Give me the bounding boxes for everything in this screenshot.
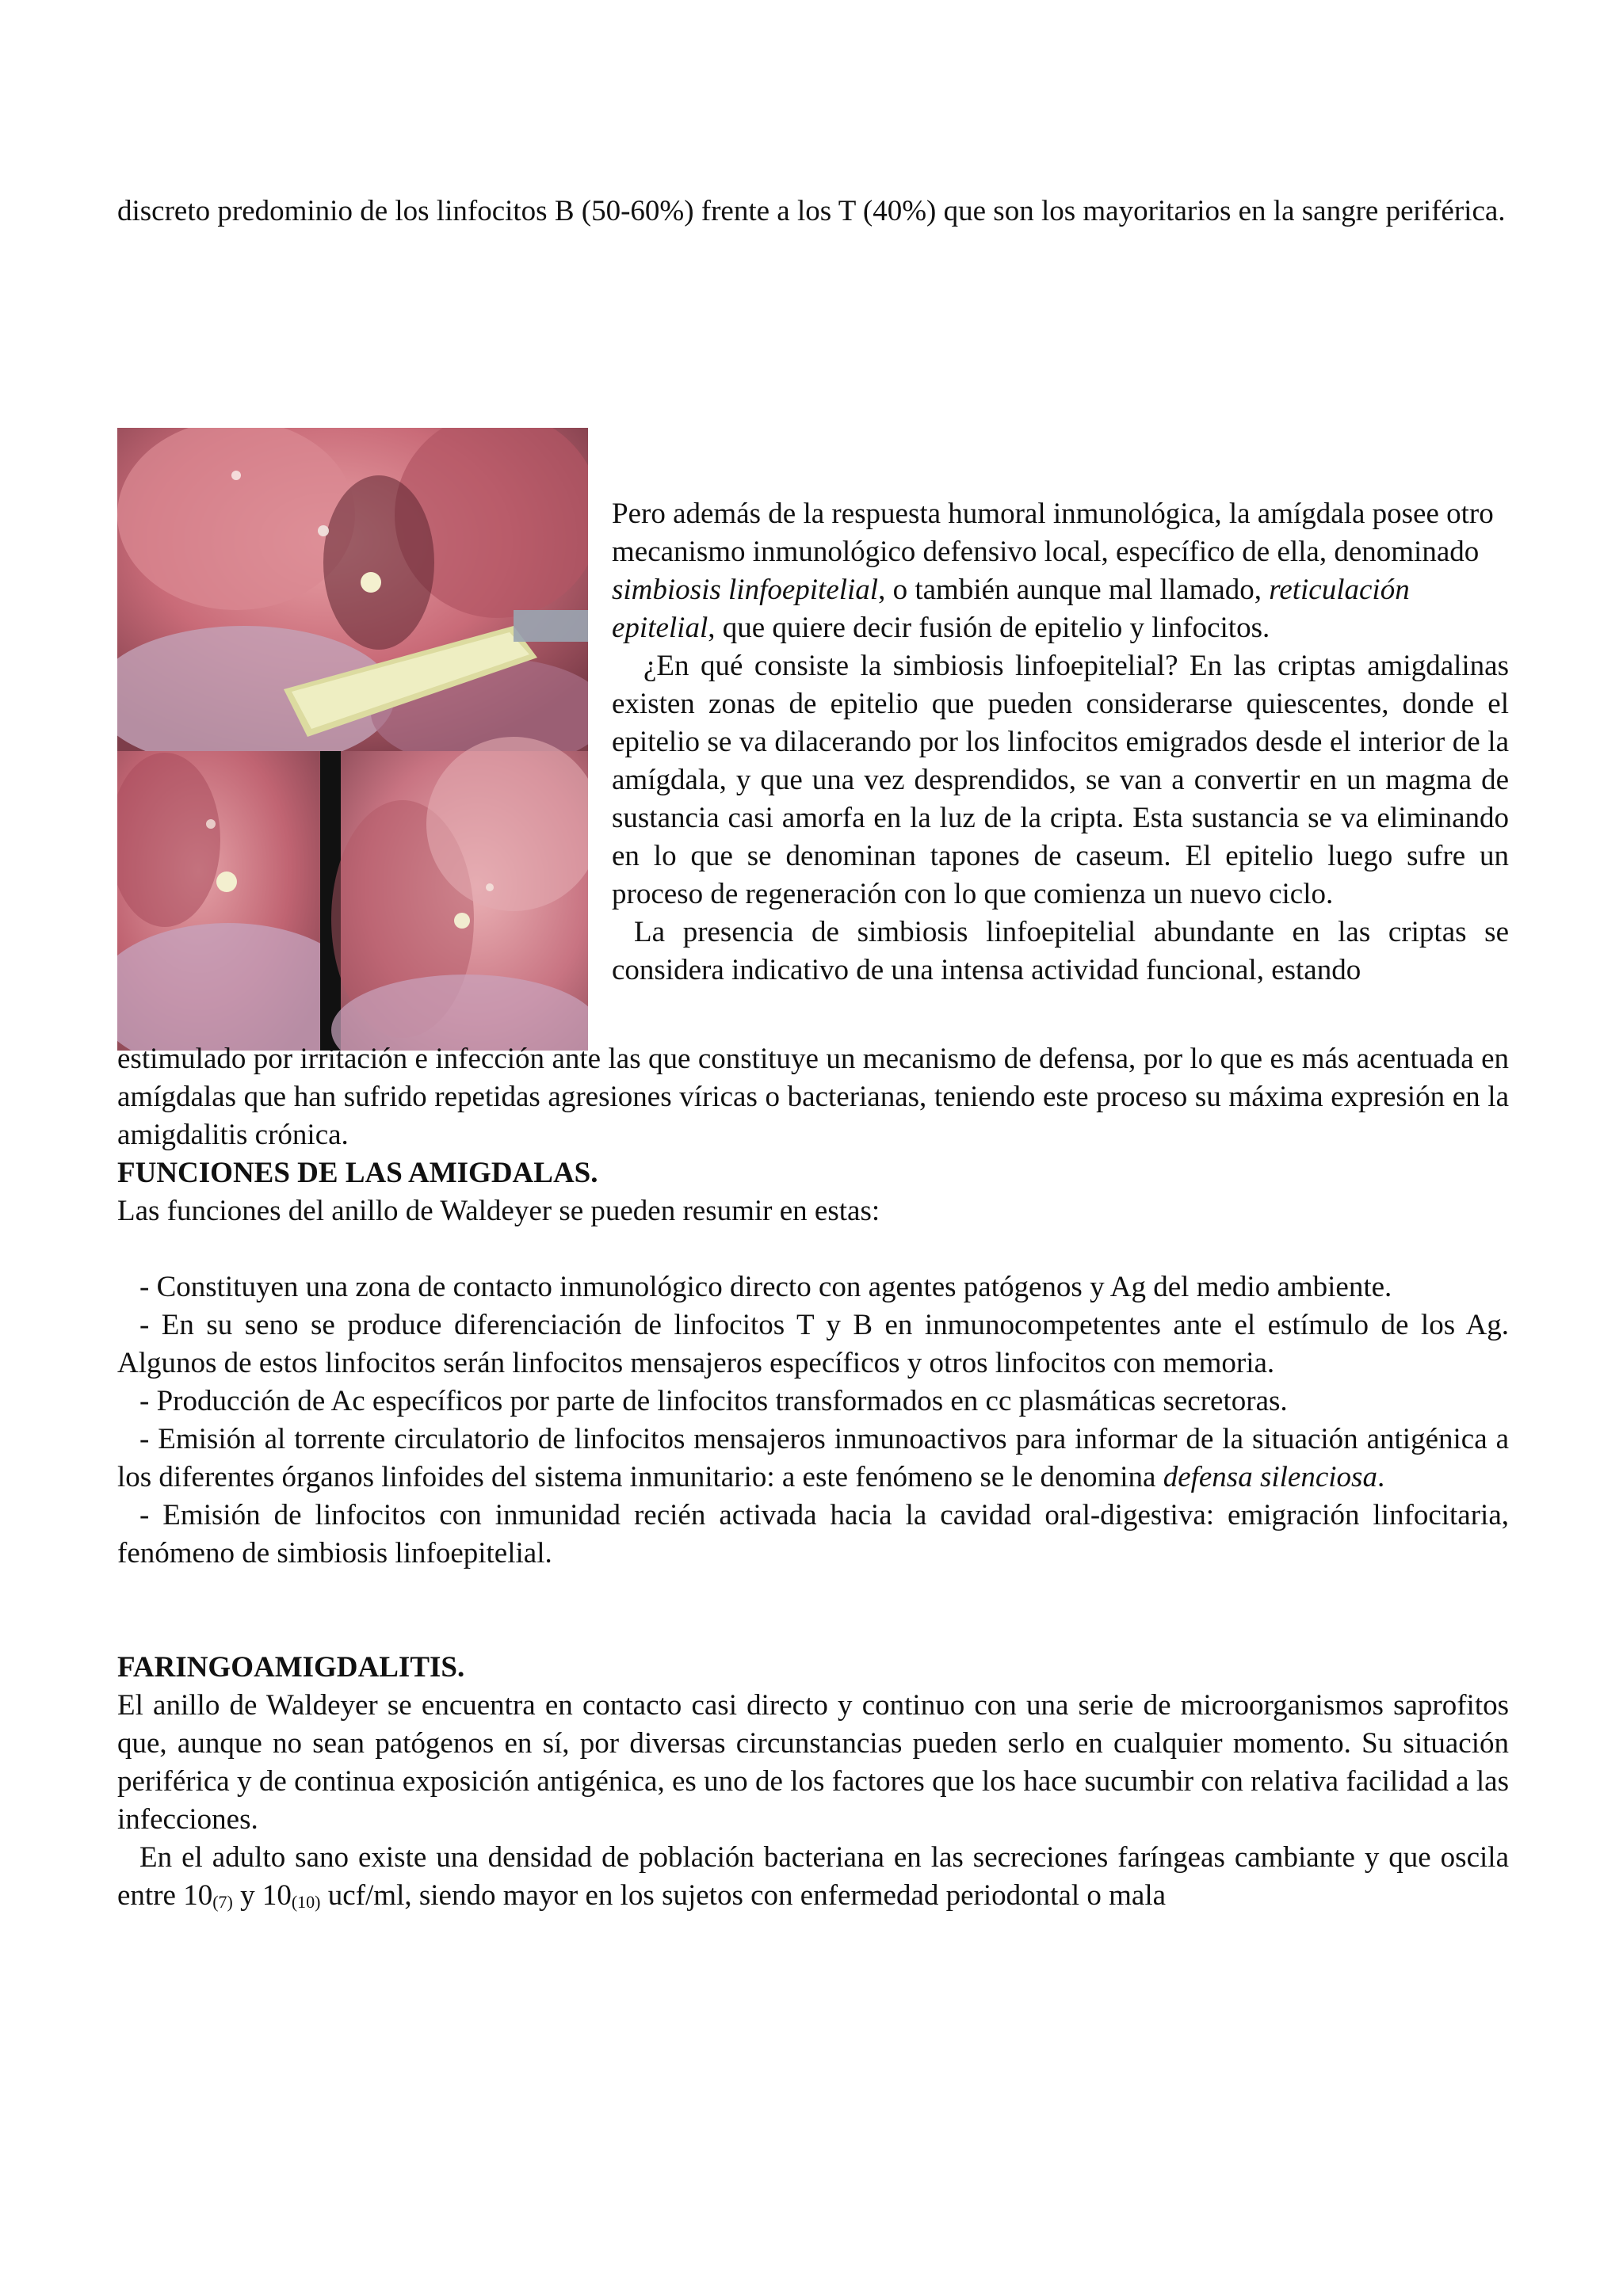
tonsil-photos-svg [117, 428, 588, 1051]
heading-funciones: FUNCIONES DE LAS AMIGDALAS. [117, 1157, 598, 1189]
term-reticulacion: reticulación epitelial [612, 574, 1410, 644]
heading-faringoamigdalitis: FARINGOAMIGDALITIS. [117, 1651, 465, 1684]
list-item: - En su seno se produce diferenciación de linfocitos T y B en inmunocompetentes ante el estímulo de los Ag. Algunos de estos linfocitos serán linfocitos mensajeros específicos y otros linfocitos con memoria. [117, 1309, 1509, 1379]
intro-paragraph: discreto predominio de los linfocitos B (50-60%) frente a los T (40%) que son los mayoritarios en la sangre periférica. [117, 195, 1506, 227]
term-simbiosis: simbiosis linfoepitelial [612, 574, 879, 606]
list-item: - Constituyen una zona de contacto inmunológico directo con agentes patógenos y Ag del medio ambiente. [139, 1271, 1392, 1303]
intro-paragraph-block [117, 193, 1509, 231]
presencia-paragraph-end: estimulado por irritación e infección ante las que constituye un mecanismo de defensa, por lo que es más acentuada en amígdalas que han sufrido repetidas agresiones víricas o bacterianas, teniendo este proceso su máxima expresión en la amigdalitis crónica. [117, 1043, 1509, 1151]
faringo-paragraph-2: En el adulto sano existe una densidad de población bacteriana en las secreciones faríngeas cambiante y que oscila entre $10_{(7)}$ y $10_{(10)}$ ucf/ml, siendo mayor en los sujetos con enfermedad periodontal o mala [117, 1841, 1509, 1912]
presencia-paragraph-start: La presencia de simbiosis linfoepitelial abundante en las criptas se considera indicativo de una intensa actividad funcional, estando [612, 916, 1509, 986]
list-item: - Emisión de linfocitos con inmunidad recién activada hacia la cavidad oral-digestiva: emigración linfocitaria, fenómeno de simbiosis linfoepitelial. [117, 1499, 1509, 1569]
list-item: - Emisión al torrente circulatorio de linfocitos mensajeros inmunoactivos para informar de la situación antigénica a los diferentes órganos linfoides del sistema inmunitario: a este fenómeno se le denomina defensa silenciosa. [117, 1423, 1509, 1493]
tonsil-photo-bottom-right [331, 737, 588, 1051]
term-defensa-silenciosa: defensa silenciosa [1163, 1461, 1377, 1493]
full-width-text-block [117, 1040, 1509, 1921]
list-item: - Producción de Ac específicos por parte de linfocitos transformados en cc plasmáticas secretoras. [139, 1385, 1288, 1417]
simbiosis-paragraph: Pero además de la respuesta humoral inmunológica, la amígdala posee otro mecanismo inmunológico defensivo local, específico de ella, denominado simbiosis linfoepitelial, o también aunque mal llamado, reticulación epitelial, que quiere decir fusión de epitelio y linfocitos. [612, 498, 1494, 644]
tonsil-photo-top [117, 428, 588, 769]
funciones-intro: Las funciones del anillo de Waldeyer se pueden resumir en estas: [117, 1195, 880, 1227]
tonsil-photo-figure [117, 428, 588, 1051]
consiste-paragraph: ¿En qué consiste la simbiosis linfoepitelial? En las criptas amigdalinas existen zonas de epitelio que pueden considerarse quiescentes, donde el epitelio se va dilacerando por los linfocitos emigrados desde el interior de la amígdala, y que una vez desprendidos, se van a convertir en un magma de sustancia casi amorfa en la luz de la cripta. Esta sustancia se va eliminando en lo que se denominan tapones de caseum. El epitelio luego sufre un proceso de regeneración con lo que comienza un nuevo ciclo. [612, 650, 1509, 910]
wrapped-text-block [612, 495, 1509, 990]
faringo-paragraph-1: El anillo de Waldeyer se encuentra en contacto casi directo y continuo con una serie de microorganismos saprofitos que, aunque no sean patógenos en sí, por diversas circunstancias pueden serlo en cualquier momento. Su situación periférica y de continua exposición antigénica, es uno de los factores que los hace sucumbir con relativa facilidad a las infecciones. [117, 1689, 1509, 1836]
